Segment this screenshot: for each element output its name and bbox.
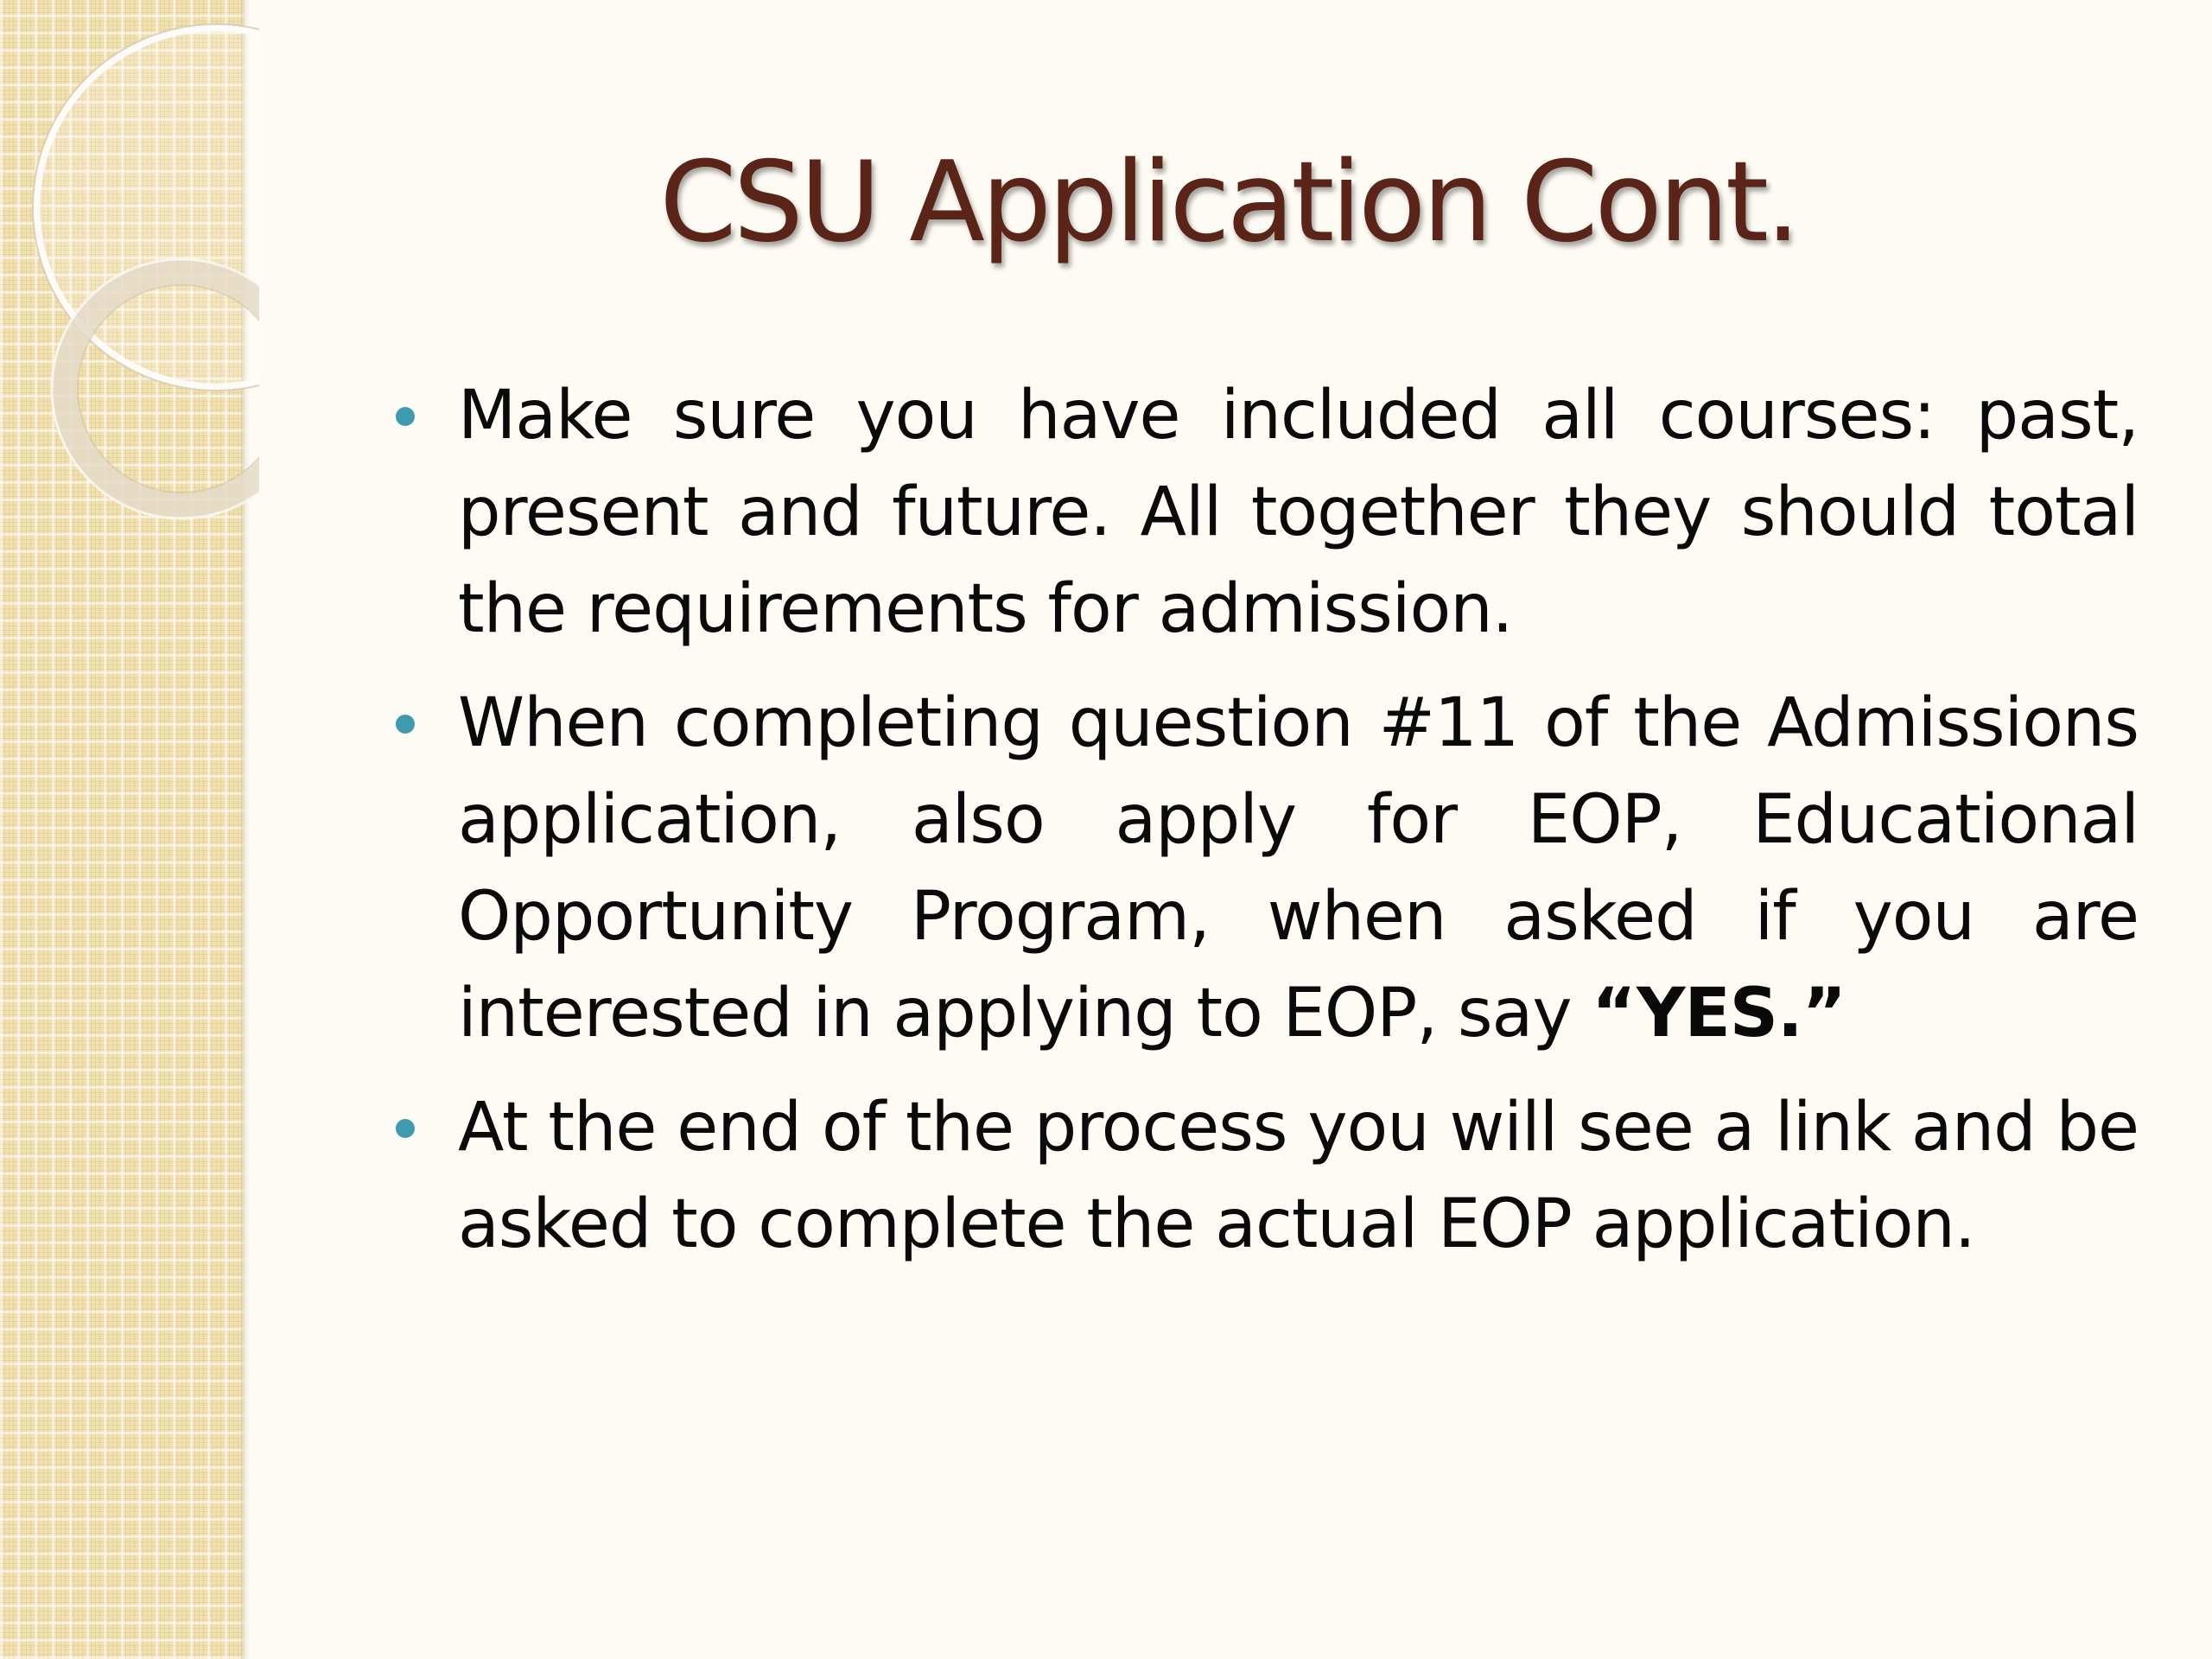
decorative-rings-icon	[0, 0, 259, 553]
bullet-text: At the end of the process you will see a link and be asked to complete the actual EOP application.	[458, 1089, 2139, 1263]
bullet-dot-icon	[396, 1119, 415, 1138]
bullet-emphasis: “YES.”	[1592, 975, 1846, 1052]
bullet-item	[458, 675, 2139, 1062]
bullet-text: When completing question #11 of the Admissions application, also apply for EOP, Educational Opportunity Program, when asked if you are interested in applying to EOP, say	[458, 684, 2139, 1052]
bullet-list	[458, 367, 2139, 1290]
bullet-dot-icon	[396, 407, 415, 426]
slide-title: CSU Application Cont.	[659, 138, 1797, 267]
bullet-text: Make sure you have included all courses: past, present and future. All together they should total the requirements for admission.	[458, 377, 2139, 648]
bullet-item	[458, 1079, 2139, 1273]
bullet-item	[458, 367, 2139, 658]
bullet-dot-icon	[396, 715, 415, 734]
